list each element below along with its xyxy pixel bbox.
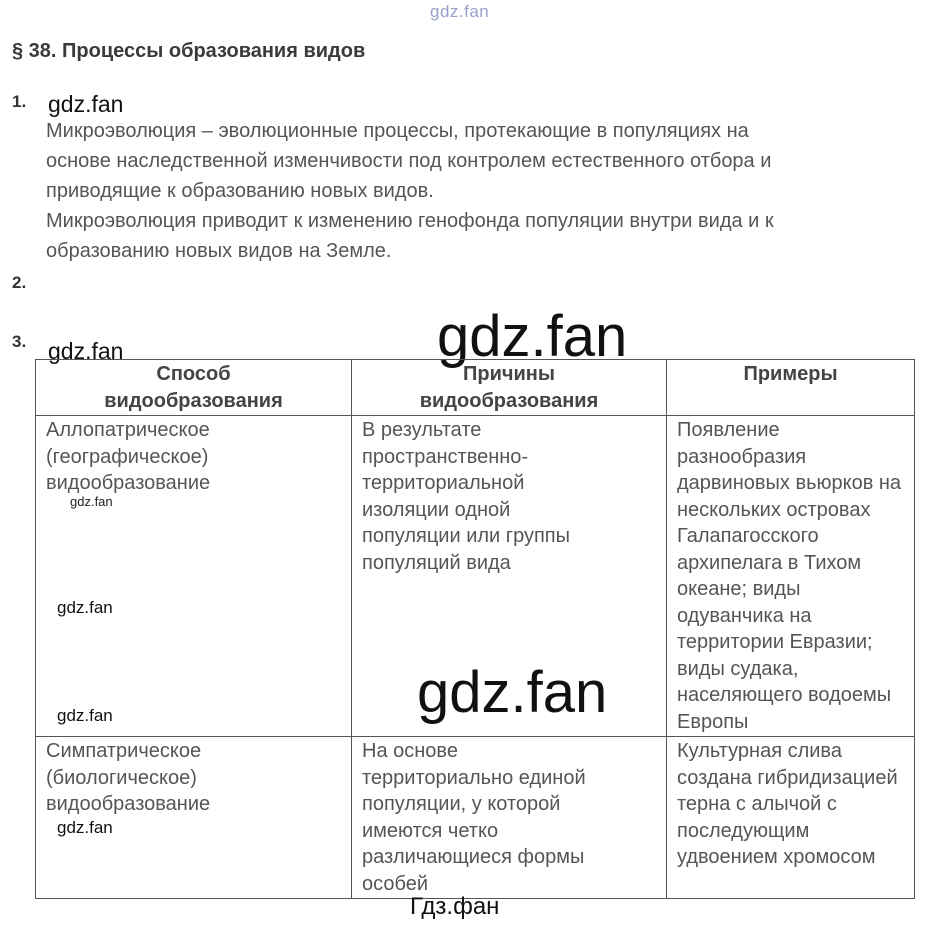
- cell-examples: [667, 737, 915, 899]
- cell-line: Симпатрическое: [46, 740, 202, 762]
- watermark-large-center: gdz.fan: [437, 304, 628, 369]
- cell-line: Аллопатрическое: [46, 419, 210, 441]
- watermark-table-left-3: gdz.fan: [57, 818, 113, 837]
- footer-watermark: Гдз.фан: [410, 893, 500, 920]
- cell-line: виды судака,: [677, 657, 799, 680]
- answer-1-paragraph-1: [46, 116, 906, 206]
- text-line: образованию новых видов на Земле.: [46, 240, 392, 262]
- cell-line: Культурная слива: [677, 740, 842, 762]
- cell-line: Европы: [677, 710, 749, 733]
- watermark-top: gdz.fan: [430, 2, 490, 21]
- header-line: видообразования: [419, 389, 599, 412]
- cell-line: В результате: [362, 419, 482, 441]
- cell-line: территориальной: [362, 472, 525, 494]
- question-number-2: 2.: [12, 273, 27, 292]
- cell-line: Галапагосского: [677, 525, 819, 547]
- cell-method: [36, 416, 352, 737]
- cell-line: пространственно-: [362, 445, 529, 468]
- header-line: Способ: [156, 363, 231, 385]
- watermark-q1: gdz.fan: [48, 91, 124, 117]
- cell-line: изоляции одной: [362, 498, 511, 521]
- cell-line: океане; виды: [677, 578, 801, 600]
- cell-line: популяции, у которой: [362, 793, 561, 815]
- text-line: приводящие к образованию новых видов.: [46, 180, 434, 202]
- header-line: видообразования: [104, 389, 283, 412]
- header-line: Причины: [463, 363, 555, 385]
- cell-line: (географическое): [46, 445, 209, 468]
- speciation-table: [35, 359, 915, 899]
- watermark-large-table: gdz.fan: [417, 660, 608, 725]
- cell-examples: [667, 416, 915, 737]
- header-method: [36, 360, 352, 416]
- cell-line: видообразование: [46, 793, 211, 815]
- table-row: [36, 737, 915, 899]
- cell-line: одуванчика на: [677, 604, 812, 627]
- cell-line: территории Евразии;: [677, 631, 873, 653]
- cell-line: видообразование: [46, 472, 211, 494]
- cell-line: терна с алычой с: [677, 793, 837, 815]
- cell-line: Появление: [677, 419, 780, 441]
- header-line: Примеры: [743, 363, 838, 385]
- cell-line: На основе: [362, 740, 458, 762]
- cell-line: дарвиновых вьюрков на: [677, 472, 902, 494]
- cell-line: нескольких островах: [677, 498, 871, 521]
- header-examples: [667, 360, 915, 416]
- text-line: Микроэволюция – эволюционные процессы, протекающие в популяциях на: [46, 120, 749, 142]
- cell-line: популяций вида: [362, 551, 511, 574]
- cell-line: удвоением хромосом: [677, 846, 876, 868]
- question-number-3: 3.: [12, 332, 27, 351]
- watermark-table-left-2: gdz.fan: [57, 706, 113, 725]
- page-title: § 38. Процессы образования видов: [12, 40, 366, 62]
- cell-line: архипелага в Тихом: [677, 551, 862, 574]
- cell-line: населяющего водоемы: [677, 684, 892, 706]
- cell-line: популяции или группы: [362, 525, 570, 547]
- cell-line: (биологическое): [46, 766, 197, 789]
- text-line: Микроэволюция приводит к изменению генофонда популяции внутри вида и к: [46, 210, 774, 232]
- cell-line: разнообразия: [677, 445, 807, 468]
- cell-line: создана гибридизацией: [677, 766, 898, 789]
- table-header-row: [36, 360, 915, 416]
- watermark-table-small: gdz.fan: [70, 494, 113, 509]
- watermark-above-table: gdz.fan: [48, 338, 124, 364]
- text-line: основе наследственной изменчивости под контролем естественного отбора и: [46, 150, 772, 172]
- question-number-1: 1.: [12, 92, 27, 111]
- cell-line: последующим: [677, 819, 810, 842]
- cell-line: особей: [362, 872, 428, 895]
- cell-causes: [352, 737, 667, 899]
- cell-line: территориально единой: [362, 766, 586, 789]
- watermark-table-left-1: gdz.fan: [57, 598, 113, 617]
- header-causes: [352, 360, 667, 416]
- cell-line: различающиеся формы: [362, 846, 585, 868]
- answer-1-paragraph-2: [46, 206, 906, 266]
- cell-line: имеются четко: [362, 819, 499, 842]
